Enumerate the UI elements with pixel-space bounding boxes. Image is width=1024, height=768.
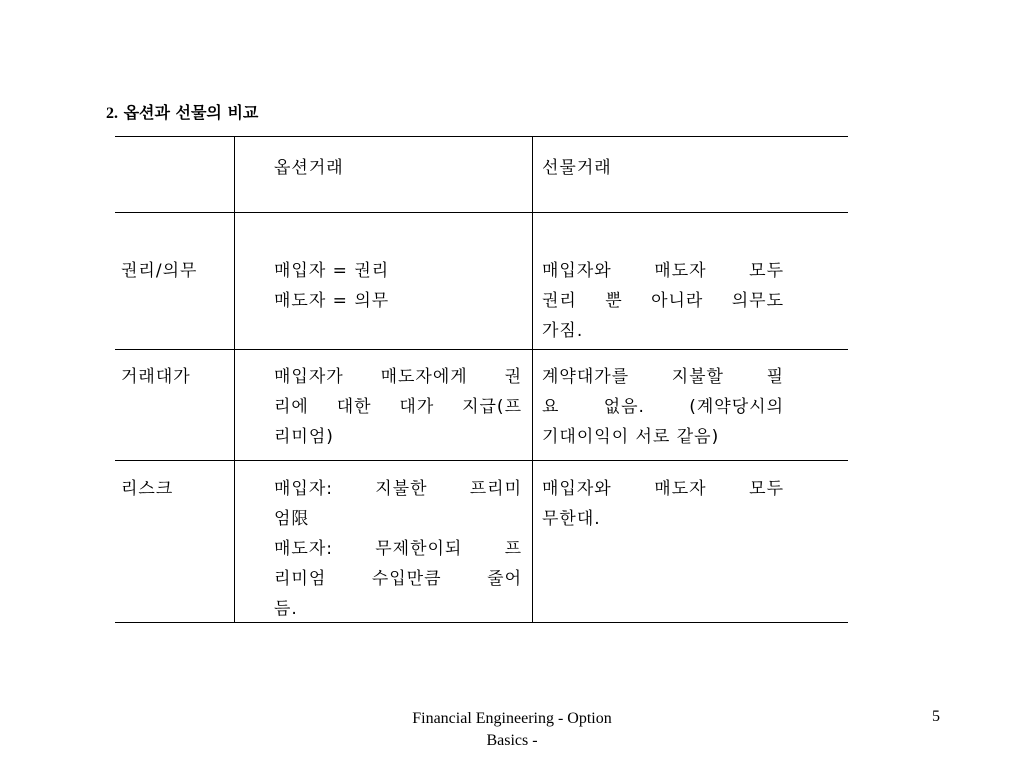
row-label-rights	[121, 256, 197, 286]
cell-line: 매입자: 지불한 프리미	[274, 479, 522, 499]
footer-title-line1: Financial Engineering - Option	[412, 710, 612, 727]
cell-premium-futures	[542, 362, 784, 452]
heading-text: 옵션과 선물의 비교	[123, 103, 259, 122]
cell-line: 매입자와 매도자 모두	[542, 479, 784, 499]
cell-line: 매입자와 매도자 모두	[542, 261, 784, 281]
cell-line: 매도자: 무제한이되 프	[274, 539, 522, 559]
cell-risk-options	[274, 474, 522, 624]
row-label-premium	[121, 362, 191, 392]
heading-number: 2.	[106, 105, 118, 122]
cell-line: 권리 뿐 아니라 의무도	[542, 291, 784, 311]
cell-line: 매도자 = 의무	[274, 291, 390, 311]
table-rule-row1	[115, 349, 848, 350]
cell-line: 리미엄)	[274, 427, 334, 447]
cell-line: 듬.	[274, 599, 298, 619]
column-header-futures-text: 선물거래	[542, 158, 612, 178]
cell-risk-futures	[542, 474, 784, 534]
table-rule-top	[115, 136, 848, 137]
page-number: 5	[932, 708, 940, 725]
table-rule-header	[115, 212, 848, 213]
cell-line: 리미엄 수입만큼 줄어	[274, 569, 522, 589]
column-header-options	[274, 153, 344, 183]
cell-line: 리에 대한 대가 지급(프	[274, 397, 522, 417]
cell-rights-futures	[542, 256, 784, 346]
cell-line: 계약대가를 지불할 필	[542, 367, 784, 387]
cell-line: 무한대.	[542, 509, 601, 529]
row-label-risk-text: 리스크	[121, 479, 174, 499]
cell-line: 매입자 = 권리	[274, 261, 390, 281]
cell-premium-options	[274, 362, 522, 452]
table-rule-row2	[115, 460, 848, 461]
row-label-risk	[121, 474, 173, 504]
cell-rights-options	[274, 256, 522, 316]
column-header-futures	[542, 153, 612, 183]
cell-line: 기대이익이 서로 같음)	[542, 427, 720, 447]
cell-line: 엄限	[274, 509, 310, 529]
cell-line: 가짐.	[542, 321, 584, 341]
cell-line: 요 없음. (계약당시의	[542, 397, 784, 417]
cell-line: 매입자가 매도자에게 권	[274, 367, 522, 387]
footer-title-line2: Basics -	[486, 732, 538, 749]
row-label-rights-text: 권리/의무	[121, 261, 198, 281]
footer-title	[362, 708, 662, 752]
row-label-premium-text: 거래대가	[121, 367, 191, 387]
column-header-options-text: 옵션거래	[274, 158, 344, 178]
table-divider-1	[234, 136, 235, 623]
table-divider-2	[532, 136, 533, 623]
